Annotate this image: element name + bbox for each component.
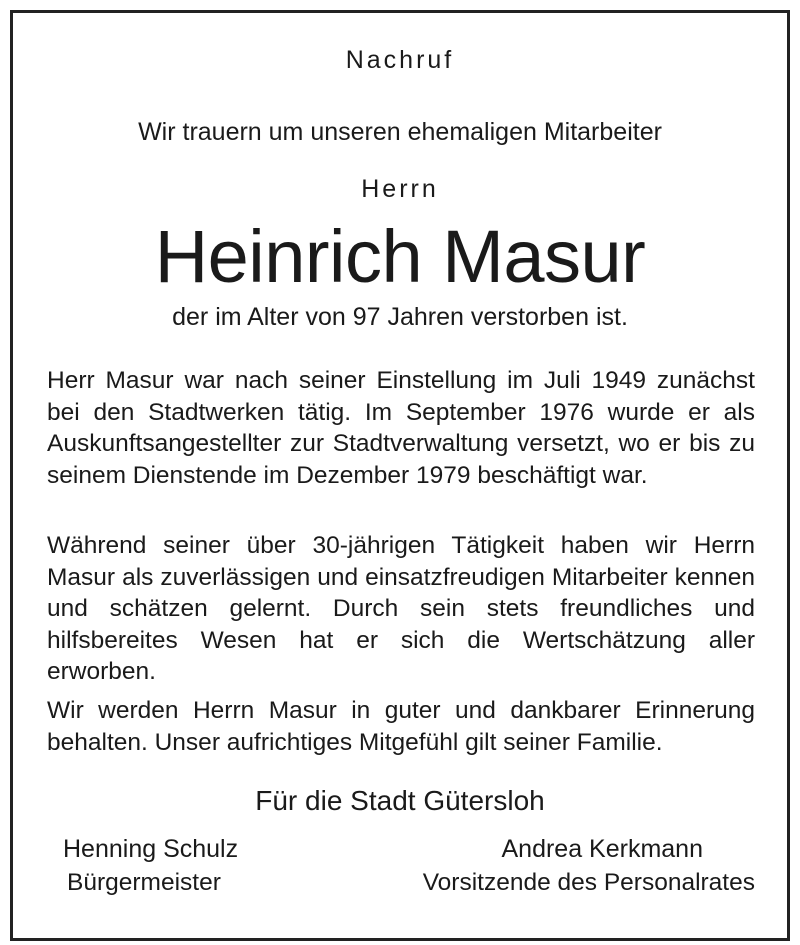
age-line: der im Alter von 97 Jahren verstorben ist.	[172, 303, 628, 331]
notice-content	[13, 13, 787, 938]
signer-role-council: Vorsitzende des Personalrates	[422, 869, 755, 896]
body-paragraph-2: Während seiner über 30-jährigen Tätigkeit haben wir Herrn Masur als zuverlässigen und einsatzfreudigen Mitarbeiter kennen und schätzen gelernt. Durch sein stets freundliches und hilfsbereites Wesen hat er sich die Wertschätzung aller erworben.	[47, 532, 755, 685]
salutation: Herrn	[361, 175, 439, 203]
notice-frame	[10, 10, 790, 941]
body-paragraph-1: Herr Masur war nach seiner Einstellung im Juli 1949 zunächst bei den Stadtwerken tätig. Im September 1976 wurde er als Auskunftsangestellter zur Stadtverwaltung versetzt, wo er bis zu seinem Dienstende im Dezember 1979 beschäftigt war.	[47, 367, 755, 489]
intro-line: Wir trauern um unseren ehemaligen Mitarbeiter	[138, 118, 662, 146]
organization-line: Für die Stadt Gütersloh	[255, 785, 545, 816]
body-paragraph-3: Wir werden Herrn Masur in guter und dankbarer Erinnerung behalten. Unser aufrichtiges Mitgefühl gilt seiner Familie.	[47, 697, 755, 756]
deceased-name: Heinrich Masur	[154, 215, 646, 298]
notice-heading: Nachruf	[345, 46, 455, 74]
signer-name-mayor: Henning Schulz	[63, 835, 239, 863]
signer-role-mayor: Bürgermeister	[67, 869, 221, 896]
signer-name-council: Andrea Kerkmann	[501, 835, 703, 863]
